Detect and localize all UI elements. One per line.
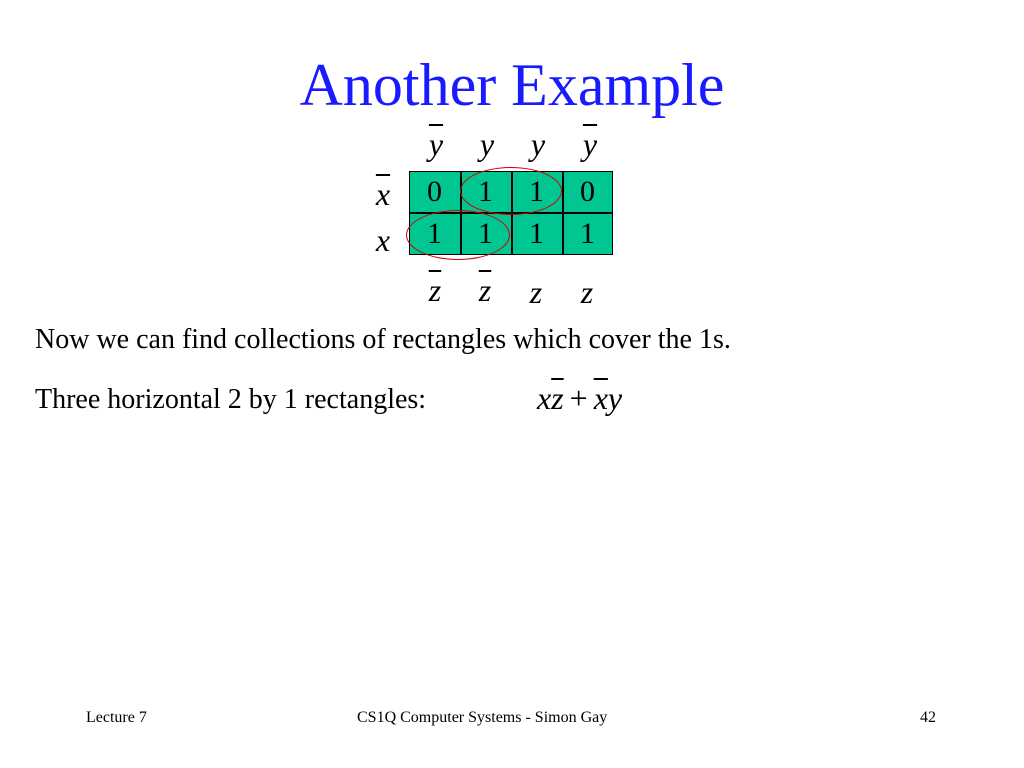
body-line-2: Three horizontal 2 by 1 rectangles: — [35, 384, 427, 415]
kmap-cell-r1c2: 1 — [478, 175, 493, 208]
slide-title: Another Example — [299, 52, 725, 118]
formula-var-3: $\overline{x}$ — [593, 380, 608, 416]
column-label-3: y — [530, 126, 546, 162]
footer-course: CS1Q Computer Systems - Simon Gay — [357, 709, 608, 726]
kmap-cell-r1c1: 0 — [427, 175, 442, 208]
bottom-label-1: $\overline{z}$ — [428, 272, 442, 308]
kmap-cell-r2c3: 1 — [529, 217, 544, 250]
kmap-cell-r2c4: 1 — [580, 217, 595, 250]
formula-var-1: x — [537, 380, 552, 416]
group-ellipse-top — [460, 167, 562, 215]
kmap-cell-r1c4: 0 — [580, 175, 595, 208]
bottom-label-2: $\overline{z}$ — [478, 272, 492, 308]
bottom-label-4: z — [580, 274, 594, 310]
formula-operator: + — [569, 380, 588, 416]
bottom-label-3: z — [529, 274, 543, 310]
group-ellipse-bottom — [406, 210, 510, 260]
footer-lecture: Lecture 7 — [86, 709, 147, 726]
column-label-4: $\overline{y}$ — [582, 126, 598, 162]
formula-var-4: y — [607, 380, 623, 416]
row-label-2: x — [375, 222, 391, 258]
column-label-1: $\overline{y}$ — [428, 126, 444, 162]
row-label-1: $\overline{x}$ — [375, 176, 391, 212]
boolean-expression — [537, 380, 622, 416]
body-line-1: Now we can find collections of rectangles which cover the 1s. — [35, 324, 731, 355]
column-label-2: y — [479, 126, 495, 162]
formula-var-2: $\overline{z}$ — [551, 380, 564, 416]
kmap-cell-r1c3: 1 — [529, 175, 544, 208]
kmap-cell-r2c1: 1 — [427, 217, 442, 250]
kmap-cell-r2c2: 1 — [478, 217, 493, 250]
footer-page-number: 42 — [920, 709, 936, 726]
